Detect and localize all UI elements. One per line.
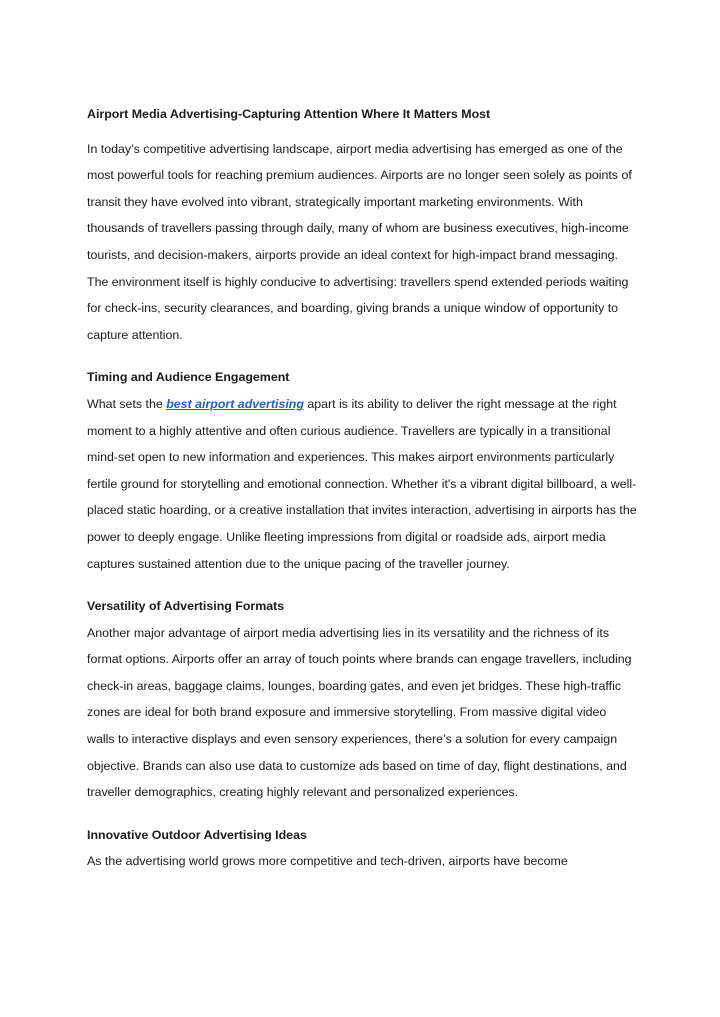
section-gap [87, 348, 637, 364]
document-page [87, 101, 637, 875]
innovative-paragraph: As the advertising world grows more competitive and tech-driven, airports have become [87, 854, 568, 869]
intro-paragraph: In today’s competitive advertising landscape, airport media advertising has emerged as one of the most powerful tools for reaching premium audiences. Airports are no longer seen solely as points of transit they have evolved into vibrant, strategically important marketing environments. With thousands of travellers passing through daily, many of whom are business executives, high-income tourists, and decision-makers, airports provide an ideal context for high-impact brand messaging. The environment itself is highly conducive to advertising: travellers spend extended periods waiting for check-ins, security clearances, and boarding, giving brands a unique window of opportunity to capture attention. [87, 141, 632, 342]
timing-text-before: What sets the [87, 396, 167, 411]
document-title: Airport Media Advertising-Capturing Attention Where It Matters Most [87, 107, 491, 121]
section-heading-versatility: Versatility of Advertising Formats [87, 599, 285, 614]
best-airport-advertising-link[interactable]: best airport advertising [166, 396, 304, 411]
section-gap [87, 577, 637, 593]
timing-paragraph [87, 391, 637, 577]
timing-text-after: apart is its ability to deliver the right message at the right moment to a highly attentive and often curious audience. Travellers are typically in a transitional mind-set open to new information and experiences. This makes airport environments particularly fertile ground for storytelling and emotional connection. Whether it's a vibrant digital billboard, a well-placed static hoarding, or a creative installation that invites interaction, advertising in airports has the power to deeply engage. Unlike fleeting impressions from digital or roadside ads, airport media captures sustained attention due to the unique pacing of the traveller journey. [87, 396, 637, 571]
versatility-paragraph: Another major advantage of airport media advertising lies in its versatility and the richness of its format options. Airports offer an array of touch points where brands can engage travellers, including check-in areas, baggage claims, lounges, boarding gates, and even jet bridges. These high-traffic zones are ideal for both brand exposure and immersive storytelling. From massive digital video walls to interactive displays and even sensory experiences, there’s a solution for every campaign objective. Brands can also use data to customize ads based on time of day, flight destinations, and traveller demographics, creating highly relevant and personalized experiences. [87, 625, 632, 800]
section-heading-timing: Timing and Audience Engagement [87, 370, 290, 385]
section-heading-innovative: Innovative Outdoor Advertising Ideas [87, 827, 307, 842]
section-gap [87, 806, 637, 822]
